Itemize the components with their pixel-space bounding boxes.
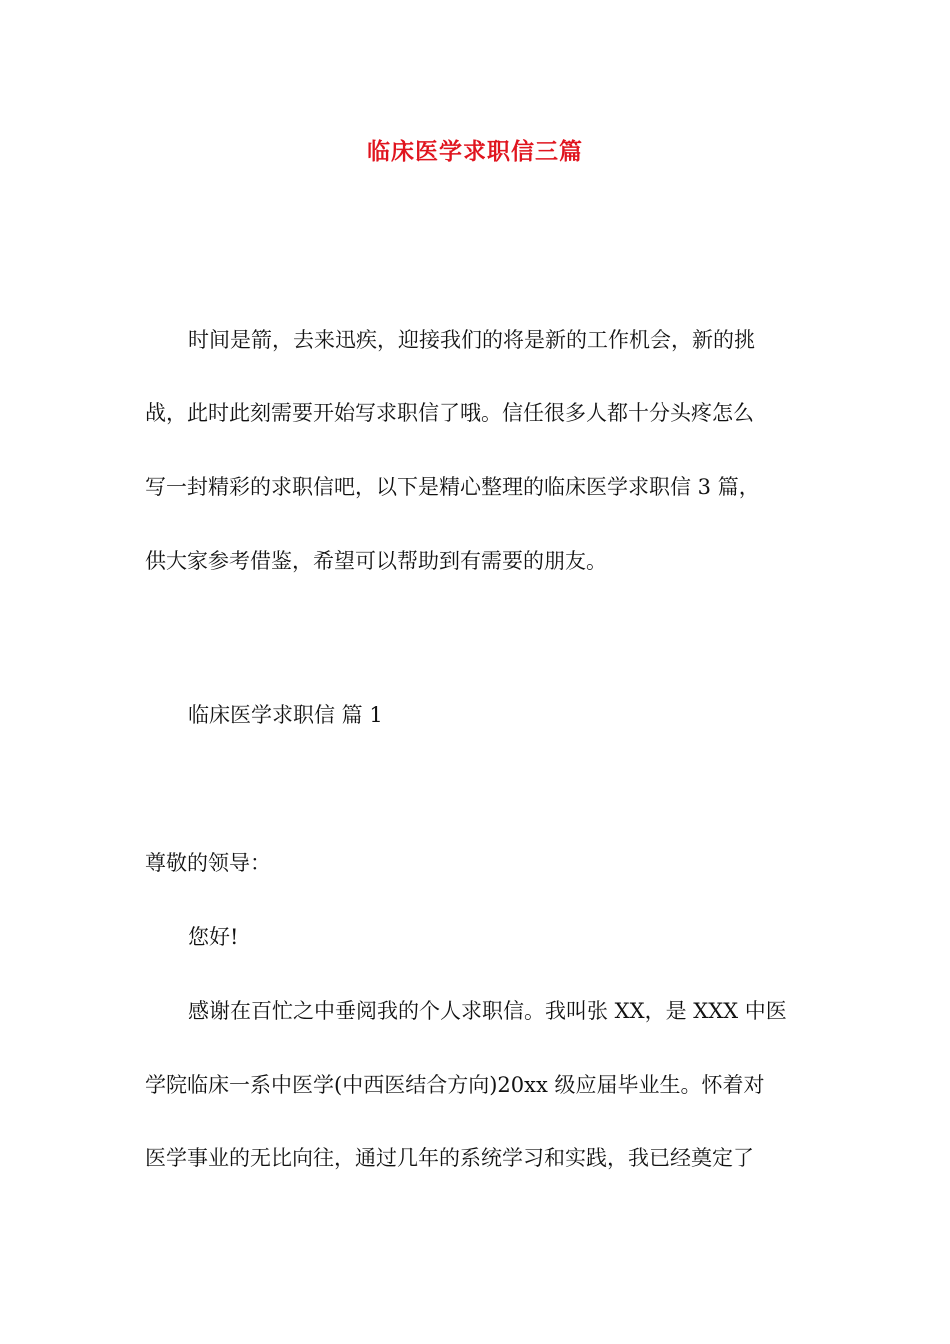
body-line-2: 学院临床一系中医学(中西医结合方向)20xx 级应届毕业生。怀着对 <box>145 1073 765 1097</box>
salutation: 尊敬的领导： <box>145 851 271 875</box>
greeting: 您好! <box>188 925 239 949</box>
intro-line-2: 战，此时此刻需要开始写求职信了哦。信任很多人都十分头疼怎么 <box>145 401 754 425</box>
intro-line-3: 写一封精彩的求职信吧，以下是精心整理的临床医学求职信 3 篇， <box>145 475 760 499</box>
intro-line-1: 时间是箭，去来迅疾，迎接我们的将是新的工作机会，新的挑 <box>188 328 755 352</box>
body-line-3: 医学事业的无比向往，通过几年的系统学习和实践，我已经奠定了 <box>145 1146 754 1170</box>
document-title: 临床医学求职信三篇 <box>367 138 583 165</box>
section-heading: 临床医学求职信 篇 1 <box>188 703 383 727</box>
intro-line-4: 供大家参考借鉴，希望可以帮助到有需要的朋友。 <box>145 549 607 573</box>
body-line-1: 感谢在百忙之中垂阅我的个人求职信。我叫张 XX，是 XXX 中医 <box>188 999 787 1023</box>
